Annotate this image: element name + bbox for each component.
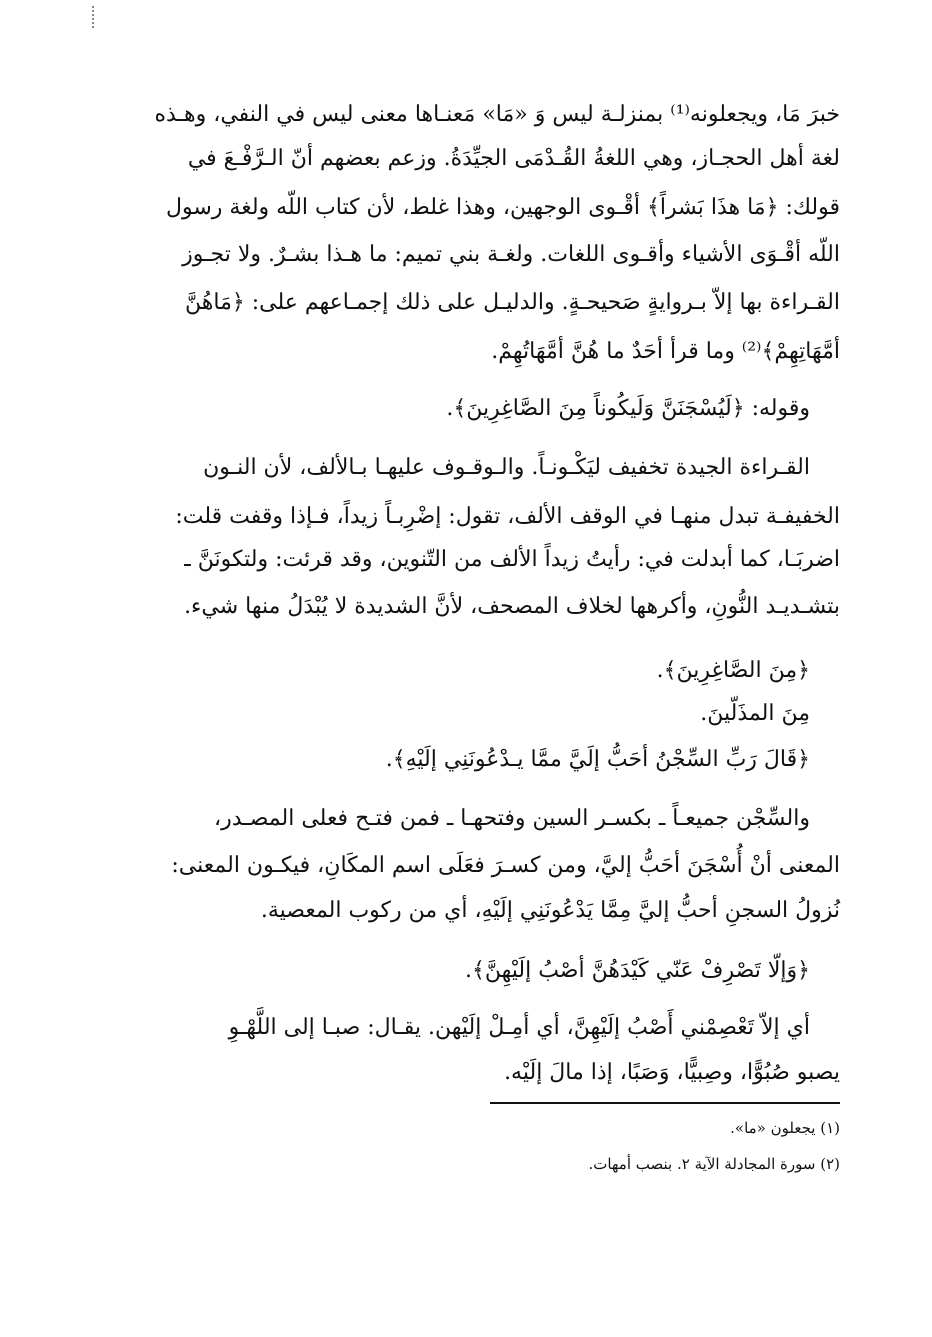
body-line: ﴿مِنَ الصَّاغِرِينَ﴾. [656,658,810,683]
body-line: القـراءة الجيدة تخفيف ليَكْـونـاً. والـوقـوف عليهـا بـالألف، لأن النـون [203,455,810,480]
body-line: أي إلاّ تَعْصِمْني أَصْبُ إلَيْهِنَّ، أي أمِـلْ إلَيْهن. يقـال: صبـا إلى اللَّهْـوِ [228,1015,810,1040]
footnote: (٢) سورة المجادلة الآية ٢. بنصب أمهات. [588,1155,840,1173]
body-line: وقوله: ﴿لَيُسْجَنَنَّ وَلَيكُوناً مِنَ الصَّاغِرِينَ﴾. [446,396,810,421]
body-line: خبرَ مَا، ويجعلونه⁽¹⁾ بمنزلـة ليس وَ «مَا» مَعنـاها معنى ليس في النفي، وهـذه [154,102,840,127]
body-line: ﴿وَإلّا تَصْرِفْ عَنّي كَيْدَهُنَّ أصْبُ إلَيْهِنَّ﴾. [464,958,810,983]
body-line: أمَّهَاتِهِمْ﴾⁽²⁾ وما قرأ أحَدٌ ما هُنَّ أمَّهَاتُهِمْ. [491,339,840,364]
body-line: لغة أهل الحجـاز، وهي اللغةُ القُـدْمَى الجيِّدَةُ. وزعم بعضهم أنّ الـرَّفْـعَ في [187,146,840,171]
footnote: (١) يجعلون «ما». [730,1119,840,1137]
body-line: نُزولُ السجنِ أحبُّ إليَّ مِمَّا يَدْعُونَنِي إلَيْهِ، أي من ركوب المعصية. [260,898,840,923]
body-line: اضربَـا، كما أبدلت في: رأيتُ زيداً الألف من التّنوين، وقد قرئت: ولتكونَنَّ ـ [184,547,840,572]
body-line: اللّه أقْـوَى الأشياء وأقـوى اللغات. ولغـة بني تميم: ما هـذا بشـرٌ. ولا تجـوز [182,242,840,267]
body-line: ﴿قَالَ رَبِّ السِّجْنُ أحَبُّ إلَيَّ ممَّا يـدْعُونَنِي إلَيْهِ﴾. [385,747,810,772]
body-line: القـراءة بها إلاّ بـروايةٍ صَحيحـةٍ. والدليـل على ذلك إجمـاعهم على: ﴿مَاهُنَّ [185,290,840,315]
footnote-divider [490,1102,840,1104]
body-line: الخفيفـة تبدل منهـا في الوقف الألف، تقول: إضْرِبـاً زيداً، فـإذا وقفت قلت: [175,504,840,529]
scan-mark [92,6,97,28]
body-line: قولك: ﴿مَا هذَا بَشراً﴾ أقْـوى الوجهين، وهذا غلط، لأن كتاب اللّه ولغة رسول [166,195,840,220]
body-line: بتشـديـد النُّونِ، وأكرهها لخلاف المصحف، لأنَّ الشديدة لا يُبْدَلُ منها شيء. [184,594,840,619]
body-line: المعنى أنْ أُسْجَنَ أحَبُّ إليَّ، ومن كسـرَ فعَلَى اسم المكَانِ، فيكـون المعنى: [171,853,840,878]
body-line: والسِّجْن جميعـاً ـ بكسـر السين وفتحهـا ـ فمن فتـح فعلى المصـدر، [214,806,810,831]
body-line: مِنَ المذَلّينَ. [700,701,810,726]
body-line: يصبو صُبُوًّا، وصِبيًّا، وَصَبًا، إذا مالَ إلَيْه. [504,1060,840,1085]
